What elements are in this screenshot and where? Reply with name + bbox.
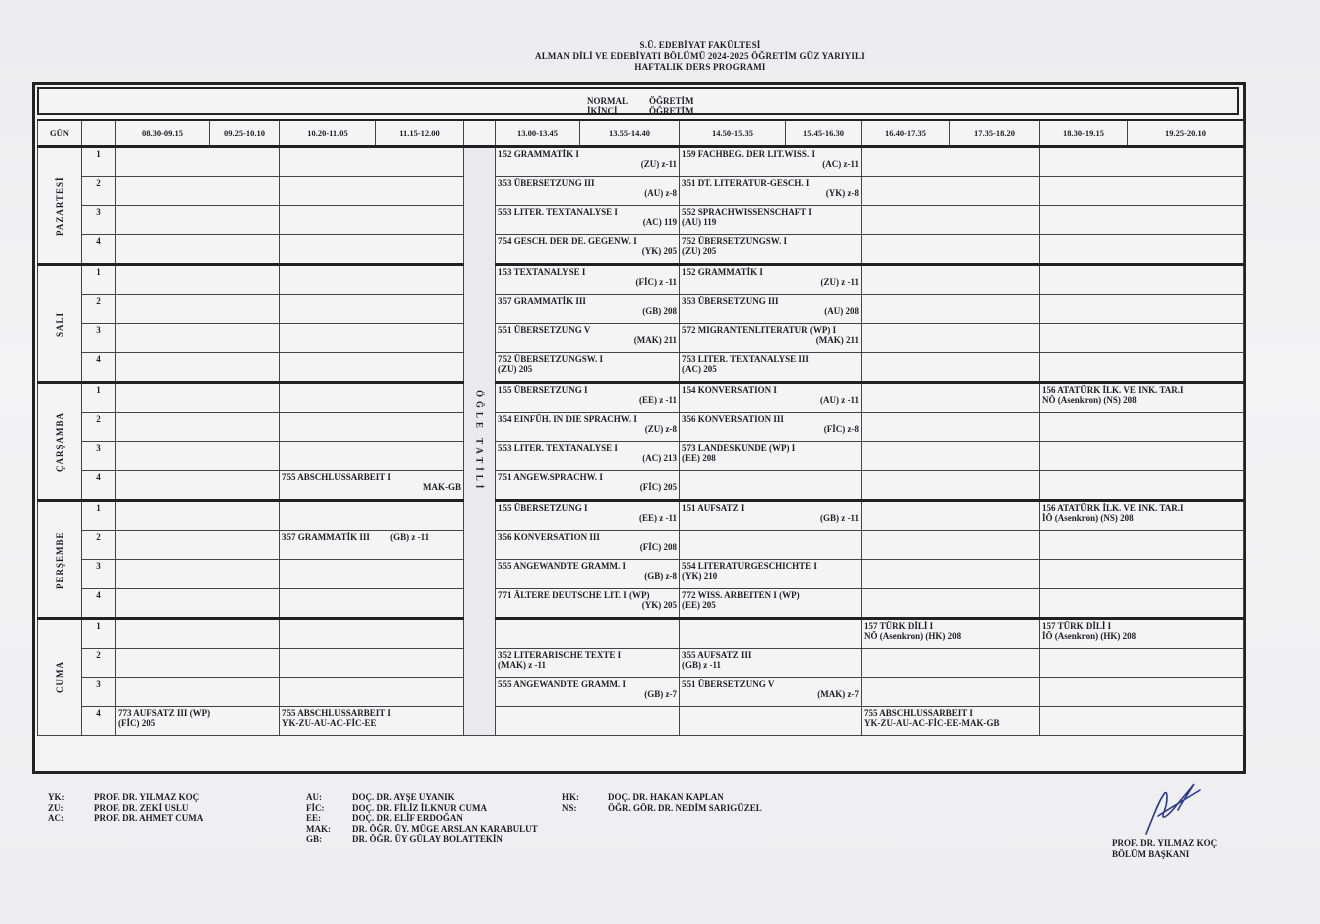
signature-title: BÖLÜM BAŞKANI xyxy=(1112,849,1190,859)
row-number: 2 xyxy=(82,413,116,442)
day-tuesday: SALI xyxy=(38,265,82,383)
row-number: 3 xyxy=(82,206,116,235)
time-slot-11: 18.30-19.15 xyxy=(1040,120,1128,147)
time-slot-7: 14.50-15.35 xyxy=(680,120,786,147)
legend-item: MAK: DR. ÖĞR. ÜY. MÜGE ARSLAN KARABULUT xyxy=(306,823,538,834)
day-header: GÜN xyxy=(38,120,82,147)
time-slot-8: 15.45-16.30 xyxy=(786,120,862,147)
course-cell: 553 LITER. TEXTANALYSE I (AC) 119 xyxy=(496,206,680,235)
second-label: İKİNCİ xyxy=(587,106,618,116)
time-slot-3: 10.20-11.05 xyxy=(280,120,376,147)
table-row xyxy=(38,442,1244,471)
course-cell: 159 FACHBEG. DER LIT.WISS. I (AC) z-11 xyxy=(680,147,862,177)
course-cell: 154 KONVERSATION I (AU) z -11 xyxy=(680,383,862,413)
row-number: 1 xyxy=(82,265,116,295)
table-row xyxy=(38,707,1244,736)
course-cell: 155 ÜBERSETZUNG I (EE) z -11 xyxy=(496,383,680,413)
time-slot-12: 19.25-20.10 xyxy=(1128,120,1244,147)
legend-col-2 xyxy=(306,792,538,845)
course-cell: 156 ATATÜRK İLK. VE INK. TAR.I NÖ (Asenkron) (NS) 208 xyxy=(1040,383,1244,413)
row-number: 4 xyxy=(82,235,116,265)
row-number: 2 xyxy=(82,531,116,560)
row-number: 4 xyxy=(82,353,116,383)
table-row xyxy=(38,560,1244,589)
course-cell: 551 ÜBERSETZUNG V (MAK) z-7 xyxy=(680,678,862,707)
time-slot-5: 13.00-13.45 xyxy=(496,120,580,147)
signature-name: PROF. DR. YILMAZ KOÇ xyxy=(1112,838,1218,848)
program-title: HAFTALIK DERS PROGRAMI xyxy=(634,62,766,72)
course-cell: 155 ÜBERSETZUNG I (EE) z -11 xyxy=(496,501,680,531)
legend-item: AC: PROF. DR. AHMET CUMA xyxy=(48,813,204,823)
time-slot-6: 13.55-14.40 xyxy=(580,120,680,147)
handwritten-signature xyxy=(1138,772,1208,842)
row-number: 3 xyxy=(82,324,116,353)
course-cell: 751 ANGEW.SPRACHW. I (FİC) 205 xyxy=(496,471,680,501)
legend-item: GB: DR. ÖĞR. ÜY GÜLAY BOLATTEKİN xyxy=(306,834,503,844)
table-row xyxy=(38,383,1244,413)
faculty-title: S.Ü. EDEBİYAT FAKÜLTESİ xyxy=(639,40,761,50)
table-row xyxy=(38,324,1244,353)
course-cell: 355 AUFSATZ III (GB) z -11 xyxy=(680,649,862,678)
course-cell: 754 GESCH. DER DE. GEGENW. I (YK) 205 xyxy=(496,235,680,265)
row-number: 3 xyxy=(82,442,116,471)
time-header-row xyxy=(38,120,1244,147)
course-cell: 353 ÜBERSETZUNG III (AU) z-8 xyxy=(496,177,680,206)
course-cell: 356 KONVERSATION III (FİC) 208 xyxy=(496,531,680,560)
table-row xyxy=(38,235,1244,265)
document-header xyxy=(300,40,1100,73)
row-number: 1 xyxy=(82,619,116,649)
course-cell: 353 ÜBERSETZUNG III (AU) 208 xyxy=(680,295,862,324)
legend-item: EE: DOÇ. DR. ELİF ERDOĞAN xyxy=(306,813,463,823)
row-number: 4 xyxy=(82,707,116,736)
ogretim-label-1: ÖĞRETİM xyxy=(649,96,694,106)
course-cell: 552 SPRACHWISSENSCHAFT I (AU) 119 xyxy=(680,206,862,235)
course-cell: 156 ATATÜRK İLK. VE INK. TAR.I İÖ (Asenkron) (NS) 208 xyxy=(1040,501,1244,531)
table-row xyxy=(38,353,1244,383)
row-number: 1 xyxy=(82,147,116,177)
day-thursday: PERŞEMBE xyxy=(38,501,82,619)
education-type-box xyxy=(37,87,1239,115)
course-cell: 551 ÜBERSETZUNG V (MAK) 211 xyxy=(496,324,680,353)
course-cell: 773 AUFSATZ III (WP) (FİC) 205 xyxy=(116,707,280,736)
course-cell: 752 ÜBERSETZUNGSW. I (ZU) 205 xyxy=(496,353,680,383)
row-number: 3 xyxy=(82,678,116,707)
legend-col-3 xyxy=(562,792,762,813)
table-row xyxy=(38,589,1244,619)
legend-item: FİC: DOÇ. DR. FİLİZ İLKNUR CUMA xyxy=(306,802,488,813)
schedule-table xyxy=(37,119,1244,736)
course-cell: 152 GRAMMATİK I (ZU) z -11 xyxy=(680,265,862,295)
course-cell: 356 KONVERSATION III (FİC) z-8 xyxy=(680,413,862,442)
course-cell: 555 ANGEWANDTE GRAMM. I (GB) z-8 xyxy=(496,560,680,589)
table-row xyxy=(38,649,1244,678)
table-row xyxy=(38,531,1244,560)
course-cell: 553 LITER. TEXTANALYSE I (AC) 213 xyxy=(496,442,680,471)
row-number: 2 xyxy=(82,295,116,324)
department-title: ALMAN DİLİ VE EDEBİYATI BÖLÜMÜ 2024-2025 ÖĞRETİM GÜZ YARIYILI xyxy=(535,51,865,61)
normal-label: NORMAL xyxy=(587,96,628,106)
row-number: 2 xyxy=(82,649,116,678)
legend-item: AU: DOÇ. DR. AYŞE UYANIK xyxy=(306,792,455,802)
course-cell: 354 EINFÜH. IN DIE SPRACHW. I (ZU) z-8 xyxy=(496,413,680,442)
time-slot-1: 08.30-09.15 xyxy=(116,120,210,147)
course-cell: 772 WISS. ARBEITEN I (WP) (EE) 205 xyxy=(680,589,862,619)
course-cell: 755 ABSCHLUSSARBEIT I MAK-GB xyxy=(280,471,464,501)
course-cell: 572 MIGRANTENLITERATUR (WP) I (MAK) 211 xyxy=(680,324,862,353)
table-row xyxy=(38,265,1244,295)
course-cell: 151 AUFSATZ I (GB) z -11 xyxy=(680,501,862,531)
course-cell: 153 TEXTANALYSE I (FİC) z -11 xyxy=(496,265,680,295)
course-cell: 357 GRAMMATİK III (GB) 208 xyxy=(496,295,680,324)
legend-item: ZU: PROF. DR. ZEKİ USLU xyxy=(48,802,189,813)
time-slot-10: 17.35-18.20 xyxy=(950,120,1040,147)
course-cell: 755 ABSCHLUSSARBEIT I YK-ZU-AU-AC-FİC-EE-MAK-GB xyxy=(862,707,1040,736)
legend-item: YK: PROF. DR. YILMAZ KOÇ xyxy=(48,792,200,802)
day-wednesday: ÇARŞAMBA xyxy=(38,383,82,501)
course-cell: 351 DT. LITERATUR-GESCH. I (YK) z-8 xyxy=(680,177,862,206)
row-number: 1 xyxy=(82,501,116,531)
course-cell: 554 LITERATURGESCHICHTE I (YK) 210 xyxy=(680,560,862,589)
course-cell: 573 LANDESKUNDE (WP) I (EE) 208 xyxy=(680,442,862,471)
table-row xyxy=(38,177,1244,206)
lunch-break: ÖĞLE TATİLİ xyxy=(464,147,496,736)
table-row xyxy=(38,147,1244,177)
course-cell: 152 GRAMMATİK I (ZU) z-11 xyxy=(496,147,680,177)
day-friday: CUMA xyxy=(38,619,82,736)
table-row xyxy=(38,619,1244,649)
row-number: 3 xyxy=(82,560,116,589)
table-row xyxy=(38,471,1244,501)
course-cell: 157 TÜRK DİLİ I İÖ (Asenkron) (HK) 208 xyxy=(1040,619,1244,649)
course-cell: 352 LITERARISCHE TEXTE I (MAK) z -11 xyxy=(496,649,680,678)
legend-item: HK: DOÇ. DR. HAKAN KAPLAN xyxy=(562,792,724,802)
table-row xyxy=(38,413,1244,442)
ogretim-label-2: ÖĞRETİM xyxy=(649,106,694,116)
course-cell: 157 TÜRK DİLİ I NÖ (Asenkron) (HK) 208 xyxy=(862,619,1040,649)
row-number: 2 xyxy=(82,177,116,206)
time-slot-4: 11.15-12.00 xyxy=(376,120,464,147)
course-cell: 357 GRAMMATİK III (GB) z -11 xyxy=(280,531,464,560)
table-row xyxy=(38,678,1244,707)
time-slot-9: 16.40-17.35 xyxy=(862,120,950,147)
day-monday: PAZARTESİ xyxy=(38,147,82,265)
row-number: 4 xyxy=(82,589,116,619)
course-cell: 755 ABSCHLUSSARBEIT I YK-ZU-AU-AC-FİC-EE xyxy=(280,707,464,736)
time-slot-2: 09.25-10.10 xyxy=(210,120,280,147)
signature-block xyxy=(1112,838,1217,860)
schedule-sheet xyxy=(32,82,1246,774)
course-cell: 771 ÄLTERE DEUTSCHE LIT. I (WP) (YK) 205 xyxy=(496,589,680,619)
course-cell: 752 ÜBERSETZUNGSW. I (ZU) 205 xyxy=(680,235,862,265)
course-cell: 555 ANGEWANDTE GRAMM. I (GB) z-7 xyxy=(496,678,680,707)
row-number: 1 xyxy=(82,383,116,413)
course-cell: 753 LITER. TEXTANALYSE III (AC) 205 xyxy=(680,353,862,383)
row-number: 4 xyxy=(82,471,116,501)
table-row xyxy=(38,501,1244,531)
table-row xyxy=(38,295,1244,324)
table-row xyxy=(38,206,1244,235)
legend-col-1 xyxy=(48,792,203,824)
legend-item: NS: ÖĞR. GÖR. DR. NEDİM SARIGÜZEL xyxy=(562,802,762,813)
